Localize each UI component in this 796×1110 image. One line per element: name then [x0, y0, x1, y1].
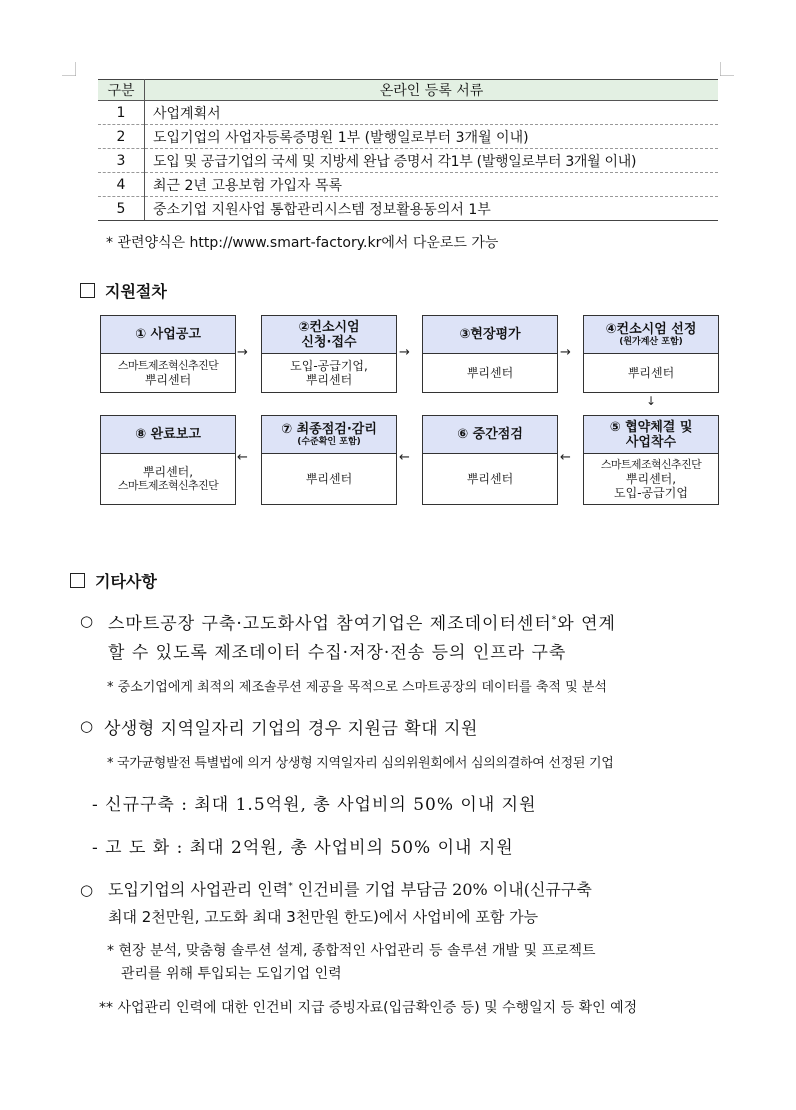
step-body-line: 뿌리센터	[305, 472, 353, 486]
table-header-row	[98, 80, 718, 101]
etc-section-title: 기타사항	[70, 569, 157, 592]
step-body-line: 뿌리센터	[627, 366, 675, 380]
online-documents-table	[98, 79, 718, 221]
etc-item-3-note-2: ** 사업관리 인력에 대한 인건비 지급 증빙자료(입금확인증 등) 및 수행일지 등 확인 예정	[99, 1000, 638, 1016]
step-body-line: 뿌리센터,	[625, 472, 677, 486]
etc-item-3-note-1-line-2: 관리를 위해 투입되는 도입기업 인력	[121, 966, 342, 982]
step-body-line: 스마트제조혁신추진단	[600, 458, 702, 471]
table-row	[98, 101, 718, 125]
step-body-line: 뿌리센터,	[142, 465, 194, 479]
step-body-line: 뿌리센터	[466, 472, 514, 486]
step-subtitle: (원가계산 포함)	[619, 336, 683, 347]
column-header-category: 구분	[98, 80, 145, 101]
table-row	[98, 173, 718, 197]
step-title: ⑧ 완료보고	[135, 427, 201, 442]
flow-step-8	[100, 415, 236, 505]
flow-step-1	[100, 315, 236, 393]
step-body-line: 스마트제조혁신추진단	[117, 479, 219, 492]
arrow-right-icon: →	[237, 345, 248, 360]
etc-item-2-note: * 국가균형발전 특별법에 의거 상생형 지역일자리 심의위원회에서 심의의결하여 선정된 기업	[107, 756, 614, 771]
row-document: 사업계획서	[145, 101, 719, 125]
row-document: 도입 및 공급기업의 국세 및 지방세 완납 증명서 각1부 (발행일로부터 3개월 이내)	[145, 149, 719, 173]
flow-step-4	[583, 315, 719, 393]
arrow-right-icon: →	[560, 345, 571, 360]
step-body-line: 뿌리센터	[144, 373, 192, 387]
step-title-line2: 신청·접수	[301, 334, 357, 350]
step-title: ④컨소시엄 선정	[605, 321, 697, 337]
etc-item-2-sub-1: - 신규구축 : 최대 1.5억원, 총 사업비의 50% 이내 지원	[92, 795, 537, 815]
arrow-left-icon: ←	[560, 450, 571, 465]
arrow-right-icon: →	[399, 345, 410, 360]
procedure-section-title: 지원절차	[80, 279, 167, 302]
etc-item-3-line-1: 도입기업의 사업관리 인력* 인건비를 기업 부담금 20% 이내(신규구축	[108, 880, 592, 899]
checkbox-square-icon	[80, 283, 95, 298]
etc-item-1-line-1: 스마트공장 구축·고도화사업 참여기업은 제조데이터센터*와 연계	[108, 614, 616, 634]
step-title: ⑥ 중간점검	[457, 427, 523, 442]
etc-item-3-note-1-line-1: * 현장 분석, 맞춤형 솔루션 설계, 종합적인 사업관리 등 솔루션 개발 및 프로젝트	[107, 943, 596, 959]
bullet-icon: ○	[80, 881, 94, 899]
flow-step-7	[261, 415, 397, 505]
row-number: 3	[98, 149, 145, 173]
arrow-left-icon: ←	[237, 450, 248, 465]
row-number: 2	[98, 125, 145, 149]
step-title-line2: 사업착수	[625, 434, 677, 450]
row-document: 최근 2년 고용보험 가입자 목록	[145, 173, 719, 197]
table-row	[98, 125, 718, 149]
step-title: ③현장평가	[459, 327, 521, 342]
etc-item-2: 상생형 지역일자리 기업의 경우 지원금 확대 지원	[104, 719, 478, 739]
bullet-icon: ○	[80, 717, 94, 735]
step-title: ⑤ 협약체결 및	[609, 419, 693, 435]
step-body-line: 뿌리센터	[305, 373, 353, 387]
page-corner-mark-right	[720, 62, 734, 76]
row-number: 1	[98, 101, 145, 125]
step-title: ① 사업공고	[135, 327, 201, 342]
page-corner-mark-left	[62, 62, 76, 76]
flow-step-2	[261, 315, 397, 393]
bullet-icon: ○	[80, 612, 94, 630]
checkbox-square-icon	[70, 573, 85, 588]
etc-item-1-line-2: 할 수 있도록 제조데이터 수집·저장·전송 등의 인프라 구축	[108, 643, 567, 663]
flow-step-3	[422, 315, 558, 393]
step-body-line: 도입-공급기업	[614, 486, 688, 500]
step-body-line: 뿌리센터	[466, 366, 514, 380]
row-document: 도입기업의 사업자등록증명원 1부 (발행일로부터 3개월 이내)	[145, 125, 719, 149]
row-number: 4	[98, 173, 145, 197]
table-row	[98, 197, 718, 221]
flow-step-6	[422, 415, 558, 505]
etc-item-2-sub-2: - 고 도 화 : 최대 2억원, 총 사업비의 50% 이내 지원	[92, 838, 514, 858]
step-title: ⑦ 최종점검·감리	[281, 421, 377, 437]
download-note: * 관련양식은 http://www.smart-factory.kr에서 다운로드 가능	[106, 235, 499, 251]
step-subtitle: (수준확인 포함)	[297, 436, 361, 447]
arrow-left-icon: ←	[399, 450, 410, 465]
step-body-line: 도입-공급기업,	[290, 359, 368, 373]
arrow-down-icon: ↓	[646, 394, 657, 408]
step-title: ②컨소시엄	[298, 319, 360, 335]
step-body-line: 스마트제조혁신추진단	[117, 359, 219, 372]
flow-step-5	[583, 415, 719, 505]
table-row	[98, 149, 718, 173]
etc-item-3-line-2: 최대 2천만원, 고도화 최대 3천만원 한도)에서 사업비에 포함 가능	[108, 908, 539, 926]
row-document: 중소기업 지원사업 통합관리시스템 정보활용동의서 1부	[145, 197, 719, 221]
etc-item-1-note: * 중소기업에게 최적의 제조솔루션 제공을 목적으로 스마트공장의 데이터를 축적 및 분석	[107, 680, 607, 695]
row-number: 5	[98, 197, 145, 221]
column-header-documents: 온라인 등록 서류	[145, 80, 719, 101]
